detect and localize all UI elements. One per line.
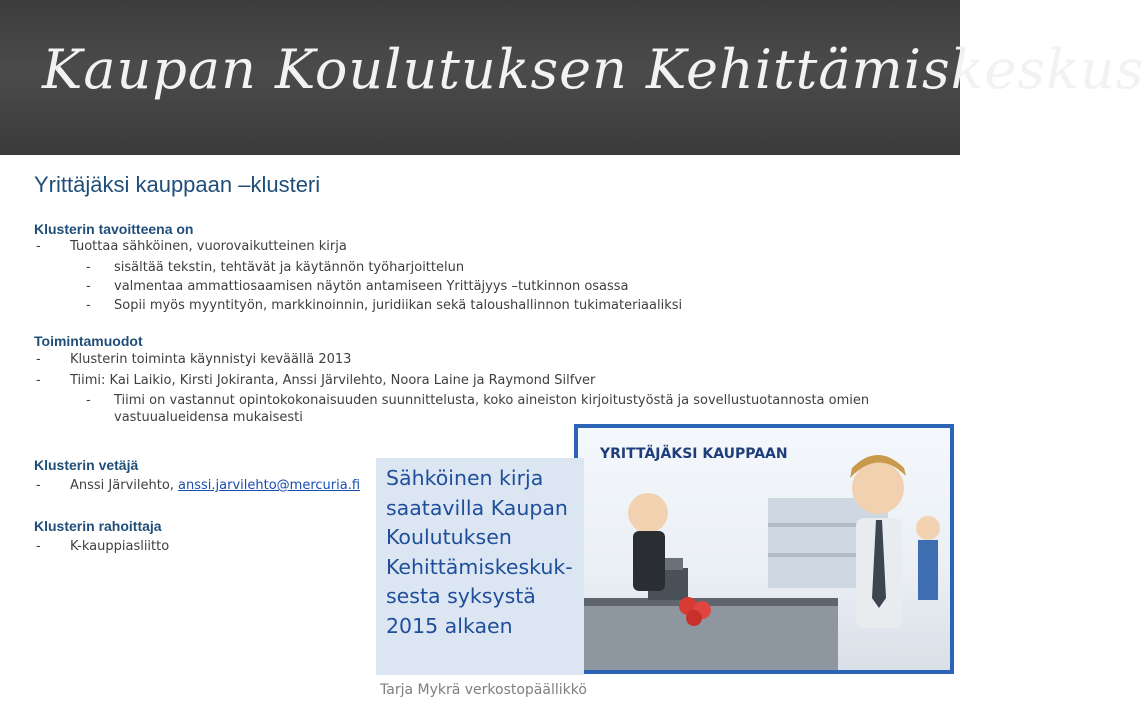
banner-logo-text: Kaupan Koulutuksen Kehittämiskeskus: [42, 38, 1144, 101]
goal-subitem: valmentaa ammattiosaamisen näytön antamiseen Yrittäjyys –tutkinnon osassa: [114, 279, 629, 294]
page-title: Yrittäjäksi kauppaan –klusteri: [34, 172, 321, 197]
ops-subitem-cont: vastuualueidensa mukaisesti: [114, 410, 303, 425]
callout-line: sesta syksystä: [386, 584, 536, 608]
list-dash: -: [86, 279, 91, 294]
list-dash: -: [86, 298, 91, 313]
list-dash: -: [36, 478, 41, 493]
shop-scene-graphic: [578, 428, 950, 670]
goal-heading: Klusterin tavoitteena on: [34, 221, 194, 237]
leader-heading: Klusterin vetäjä: [34, 457, 139, 473]
book-cover-illustration: [574, 424, 954, 674]
goal-subitem: Sopii myös myyntityön, markkinoinnin, juridiikan sekä taloushallinnon tukimateriaaliksi: [114, 298, 683, 313]
footer-author: Tarja Mykrä verkostopäällikkö: [380, 682, 587, 698]
ops-item: Klusterin toiminta käynnistyi keväällä 2013: [70, 352, 352, 367]
funder-heading: Klusterin rahoittaja: [34, 518, 162, 534]
list-dash: -: [36, 373, 41, 388]
callout-line: 2015 alkaen: [386, 613, 513, 638]
callout-line: Sähköinen kirja: [386, 466, 544, 490]
callout-line: Koulutuksen: [386, 525, 512, 549]
callout-line: Kehittämiskeskuk-: [386, 554, 573, 579]
ops-heading: Toimintamuodot: [34, 333, 143, 349]
list-dash: -: [86, 393, 91, 408]
list-dash: -: [36, 239, 41, 254]
funder-name: K-kauppiasliitto: [70, 539, 170, 554]
list-dash: -: [36, 352, 41, 367]
goal-subitem: sisältää tekstin, tehtävät ja käytännön työharjoittelun: [114, 260, 465, 275]
leader-email-link[interactable]: anssi.jarvilehto@mercuria.fi: [178, 478, 361, 493]
leader-name: Anssi Järvilehto,: [70, 478, 179, 493]
list-dash: -: [36, 539, 41, 554]
ops-subitem: Tiimi on vastannut opintokokonaisuuden suunnittelusta, koko aineiston kirjoitustyöstä ja sovellustuotannosta omien: [114, 393, 870, 408]
callout-line: saatavilla Kaupan: [386, 495, 568, 520]
ops-item: Tiimi: Kai Laikio, Kirsti Jokiranta, Anssi Järvilehto, Noora Laine ja Raymond Silfver: [70, 373, 596, 388]
goal-item: Tuottaa sähköinen, vuorovaikutteinen kirja: [70, 239, 347, 254]
header-banner: [0, 0, 1144, 155]
leader-line: [70, 478, 360, 493]
illustration-title: YRITTÄJÄKSI KAUPPAAN: [600, 446, 788, 462]
list-dash: -: [86, 260, 91, 275]
ebook-callout: [376, 458, 584, 675]
